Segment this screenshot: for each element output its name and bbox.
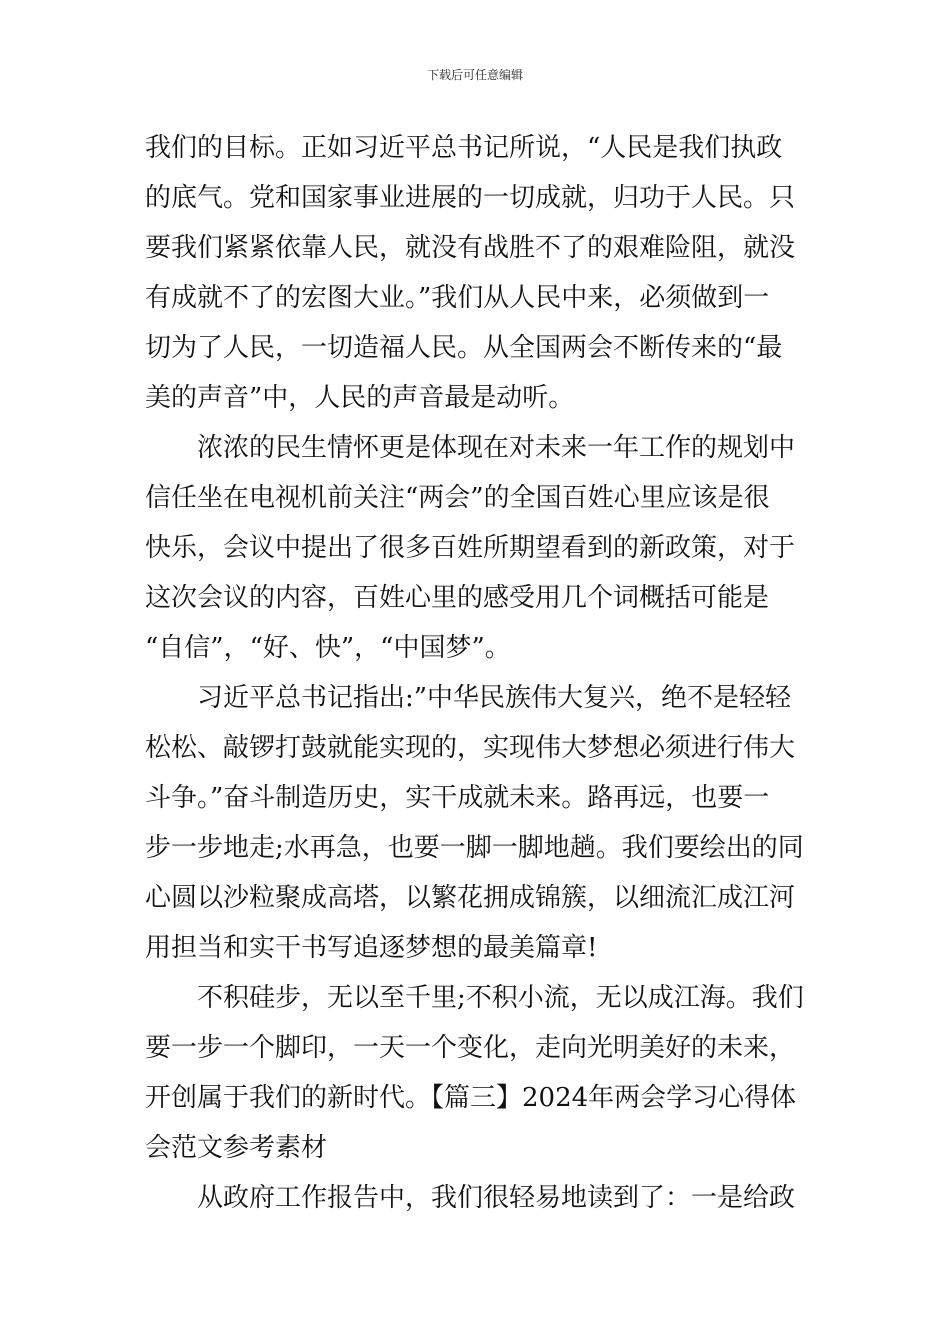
paragraph-line: 信任坐在电视机前关注“两会”的全国百姓心里应该是很: [145, 483, 770, 513]
paragraph-line: 美的声音”中，人民的声音最是动听。: [145, 383, 575, 413]
paragraph-line: 切为了人民，一切造福人民。从全国两会不断传来的“最: [145, 333, 783, 363]
paragraph-line: 要一步一个脚印，一天一个变化，走向光明美好的未来，: [145, 1033, 796, 1063]
paragraph-line: 有成就不了的宏图大业。”我们从人民中来，必须做到一: [145, 283, 770, 313]
paragraph-line: 从政府工作报告中，我们很轻易地读到了：一是给政: [197, 1183, 796, 1213]
paragraph-line: 这次会议的内容，百姓心里的感受用几个词概括可能是: [145, 583, 770, 613]
page-header: 下载后可任意编辑: [426, 68, 523, 82]
paragraph-line: 快乐，会议中提出了很多百姓所期望看到的新政策，对于: [145, 533, 796, 563]
paragraph-line: “自信”，“好、快”，“中国梦”。: [145, 633, 511, 663]
paragraph-line: 浓浓的民生情怀更是体现在对未来一年工作的规划中: [197, 433, 796, 463]
paragraph-line: 用担当和实干书写追逐梦想的最美篇章!: [145, 933, 598, 963]
paragraph-line: 不积硅步，无以至千里;不积小流，无以成江海。我们: [197, 983, 804, 1013]
paragraph-line: 会范文参考素材: [145, 1133, 328, 1163]
paragraph-line: 我们的目标。正如习近平总书记所说，“人民是我们执政: [145, 133, 783, 163]
paragraph-line: 松松、敲锣打鼓就能实现的，实现伟大梦想必须进行伟大: [145, 733, 796, 763]
paragraph-line: 开创属于我们的新时代。【篇三】2024年两会学习心得体: [145, 1083, 797, 1113]
paragraph-line: 斗争。”奋斗制造历史，实干成就未来。路再远，也要一: [145, 783, 770, 813]
paragraph-line: 的底气。党和国家事业进展的一切成就，归功于人民。只: [145, 183, 796, 213]
paragraph-line: 要我们紧紧依靠人民，就没有战胜不了的艰难险阻，就没: [145, 233, 796, 263]
paragraph-line: 步一步地走;水再急，也要一脚一脚地趟。我们要绘出的同: [145, 833, 804, 863]
paragraph-line: 习近平总书记指出:”中华民族伟大复兴，绝不是轻轻: [197, 683, 792, 713]
paragraph-line: 心圆以沙粒聚成高塔，以繁花拥成锦簇，以细流汇成江河: [145, 883, 796, 913]
